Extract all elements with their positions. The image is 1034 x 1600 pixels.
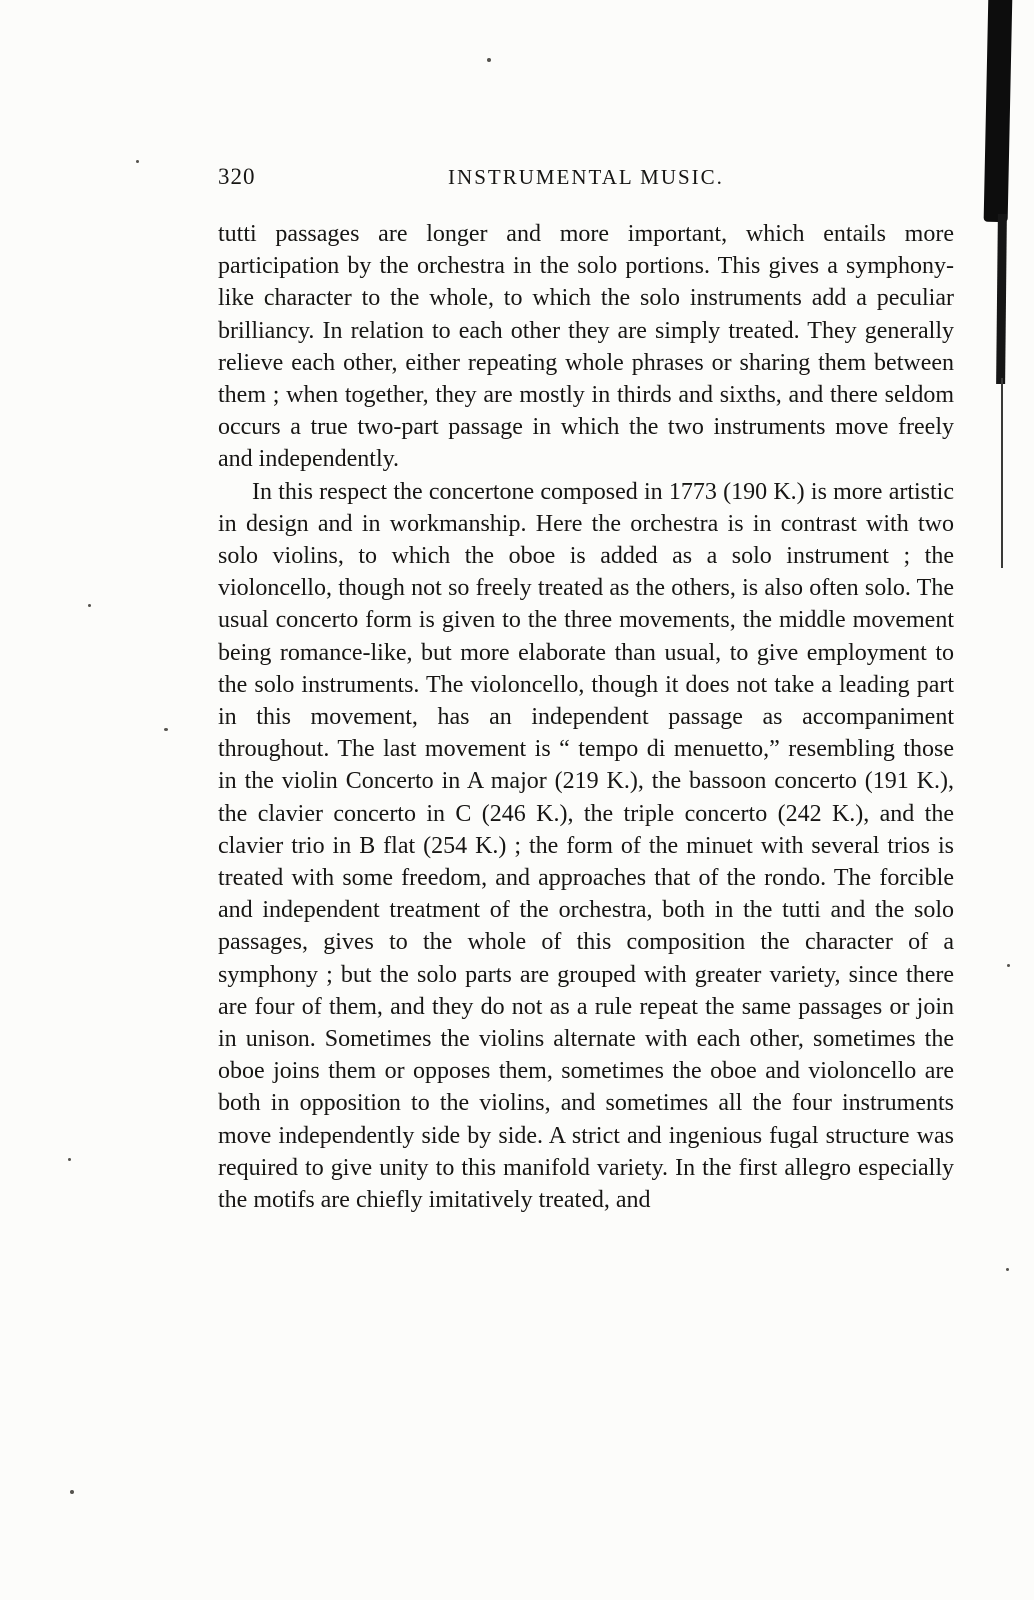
running-title: INSTRUMENTAL MUSIC.: [448, 165, 724, 189]
scan-speck: [88, 604, 91, 607]
page-text: [218, 218, 954, 1216]
paragraph: In this respect the concertone composed in 1773 (190 K.) is more artistic in design and in workmanship. Here the orchestra is in contrast with two solo violins, to which the oboe is added as a solo instrument ; the violoncello, though not so freely treated as the others, is also often solo. The usual concerto form is given to the three movements, the middle movement being romance-like, but more elaborate than usual, to give employment to the solo instruments. The violoncello, though it does not take a leading part in this movement, has an independent passage as accompaniment throughout. The last movement is “ tempo di menuetto,” resembling those in the violin Concerto in A major (219 K.), the bassoon concerto (191 K.), the clavier concerto in C (246 K.), the triple concerto (242 K.), and the clavier trio in B flat (254 K.) ; the form of the minuet with several trios is treated with some freedom, and approaches that of the rondo. The forcible and independent treatment of the orchestra, both in the tutti and the solo passages, gives to the whole of this composition the character of a symphony ; but the solo parts are grouped with greater variety, since there are four of them, and they do not as a rule repeat the same passages or join in unison. Sometimes the violins alternate with each other, sometimes the oboe joins them or opposes them, sometimes the oboe and violoncello are both in opposition to the violins, and sometimes all the four instruments move independently side by side. A strict and ingenious fugal structure was required to give unity to this manifold variety. In the first allegro especially the motifs are chiefly imitatively treated, and: [218, 478, 954, 1214]
scan-speck: [164, 728, 168, 731]
scan-speck: [68, 1158, 71, 1161]
scan-speck: [70, 1490, 74, 1494]
page-number: 320: [218, 164, 256, 189]
content-column: [218, 160, 954, 1216]
scan-speck: [487, 58, 491, 62]
scan-binding-artifact-line: [1001, 378, 1004, 568]
scan-speck: [1006, 1268, 1009, 1271]
page-header: [218, 160, 954, 200]
scan-binding-artifact-middle: [996, 214, 1007, 384]
scan-binding-artifact-top: [984, 0, 1013, 222]
scan-speck: [1007, 964, 1010, 967]
scan-speck: [136, 160, 139, 163]
paragraph: tutti passages are longer and more important, which entails more participation by the orchestra in the solo portions. This gives a symphony-like character to the whole, to which the solo instruments add a peculiar brilliancy. In relation to each other they are simply treated. They generally relieve each other, either repeating whole phrases or sharing them between them ; when together, they are mostly in thirds and sixths, and there seldom occurs a true two-part passage in which the two instruments move freely and independently.: [218, 221, 954, 473]
